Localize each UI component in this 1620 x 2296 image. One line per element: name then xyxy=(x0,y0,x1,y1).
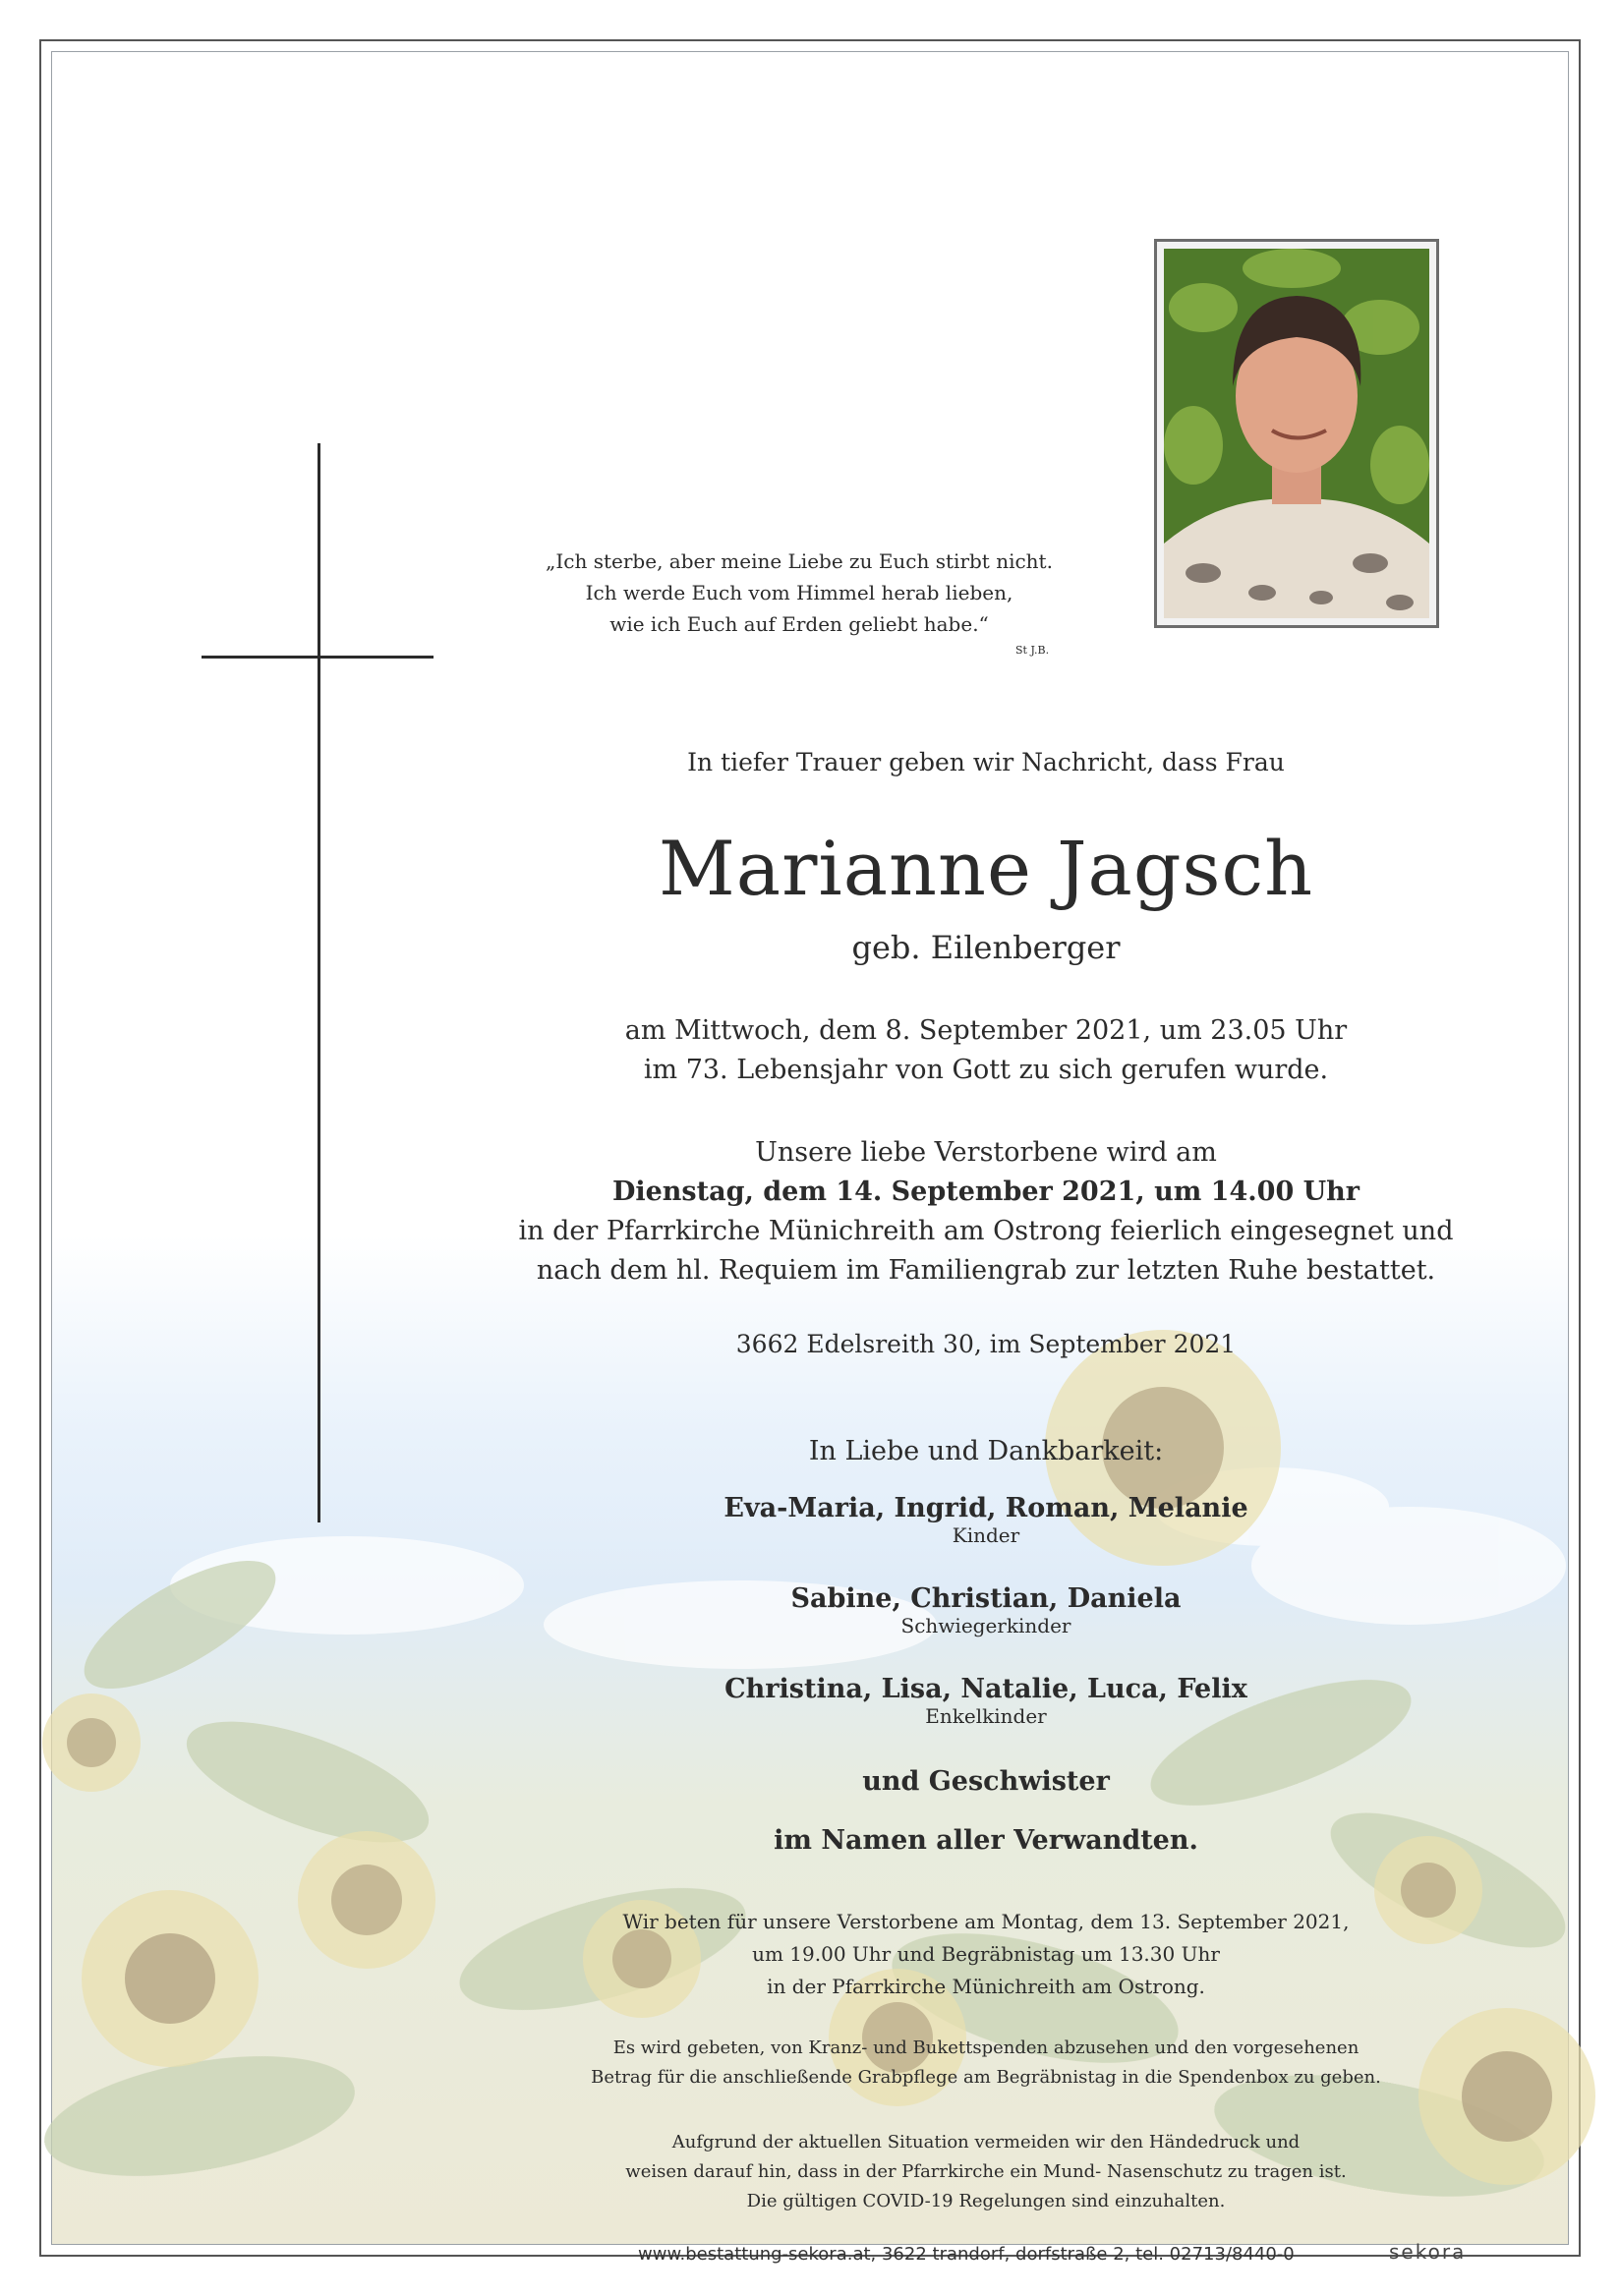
cross-horizontal-bar xyxy=(202,656,434,659)
notice-panel xyxy=(51,51,1569,2265)
portrait-photo xyxy=(1164,249,1429,618)
cross-vertical-bar xyxy=(318,443,320,1522)
death-details xyxy=(445,1011,1527,1090)
quote xyxy=(504,545,1094,640)
mourner-relation: Kinder xyxy=(952,1523,1020,1547)
covid-line: Die gültigen COVID-19 Regelungen sind einzuhalten. xyxy=(746,2191,1226,2211)
covid-line: Aufgrund der aktuellen Situation vermeiden wir den Händedruck und xyxy=(671,2132,1301,2152)
deceased-name: Marianne Jagsch xyxy=(658,825,1314,912)
covid-line: weisen darauf hin, dass in der Pfarrkirche ein Mund- Nasenschutz zu tragen ist. xyxy=(625,2161,1347,2182)
portrait-photo-frame xyxy=(1154,239,1439,628)
quote-source: St J.B. xyxy=(1015,644,1050,657)
donation-line: Es wird gebeten, von Kranz- und Bukettspenden abzusehen und den vorgesehenen xyxy=(612,2038,1360,2058)
death-line: am Mittwoch, dem 8. September 2021, um 23.05 Uhr xyxy=(624,1015,1348,1046)
place-date: 3662 Edelsreith 30, im September 2021 xyxy=(735,1330,1237,1358)
funeral-line: Unsere liebe Verstorbene wird am xyxy=(755,1137,1217,1168)
mourner-group xyxy=(445,1674,1527,1728)
prayer-line: in der Pfarrkirche Münichreith am Ostrong. xyxy=(767,1975,1205,1998)
maiden-name: geb. Eilenberger xyxy=(851,929,1121,966)
intro-text: In tiefer Trauer geben wir Nachricht, dass Frau xyxy=(687,748,1285,776)
mourner-relation: Enkelkinder xyxy=(925,1704,1047,1728)
mourner-group xyxy=(445,1583,1527,1637)
prayer-line: Wir beten für unsere Verstorbene am Montag, dem 13. September 2021, xyxy=(622,1910,1350,1933)
quote-line: Ich werde Euch vom Himmel herab lieben, xyxy=(585,581,1013,604)
relatives-line: im Namen aller Verwandten. xyxy=(774,1825,1198,1856)
covid-notice xyxy=(445,2128,1527,2216)
mourner-names: Eva-Maria, Ingrid, Roman, Melanie xyxy=(723,1493,1248,1523)
prayer-notice xyxy=(445,1906,1527,2003)
quote-line: wie ich Euch auf Erden geliebt habe.“ xyxy=(609,612,989,636)
mourner-names: Christina, Lisa, Natalie, Luca, Felix xyxy=(724,1674,1247,1704)
quote-line: „Ich sterbe, aber meine Liebe zu Euch stirbt nicht. xyxy=(546,549,1053,573)
death-line: im 73. Lebensjahr von Gott zu sich gerufen wurde. xyxy=(643,1055,1329,1085)
donation-line: Betrag für die anschließende Grabpflege am Begräbnistag in die Spendenbox zu geben. xyxy=(591,2067,1381,2088)
mourner-relation: Schwiegerkinder xyxy=(900,1614,1071,1637)
funeral-date: Dienstag, dem 14. September 2021, um 14.00 Uhr xyxy=(611,1177,1360,1207)
mourner-names: Sabine, Christian, Daniela xyxy=(790,1583,1182,1614)
prayer-line: um 19.00 Uhr und Begräbnistag um 13.30 Uhr xyxy=(752,1942,1220,1966)
mourner-group xyxy=(445,1493,1527,1547)
funeral-line: in der Pfarrkirche Münichreith am Ostrong feierlich eingesegnet und xyxy=(518,1216,1454,1246)
sekora-logo: sekora xyxy=(1389,2240,1467,2264)
donation-notice xyxy=(445,2034,1527,2093)
funeral-line: nach dem hl. Requiem im Familiengrab zur letzten Ruhe bestattet. xyxy=(536,1255,1436,1286)
thanks-heading: In Liebe und Dankbarkeit: xyxy=(808,1436,1164,1466)
siblings-line: und Geschwister xyxy=(862,1766,1110,1797)
footer-contact: www.bestattung-sekora.at, 3622 trandorf, dorfstraße 2, tel. 02713/8440-0 xyxy=(638,2244,1295,2265)
funeral-details xyxy=(445,1133,1527,1291)
